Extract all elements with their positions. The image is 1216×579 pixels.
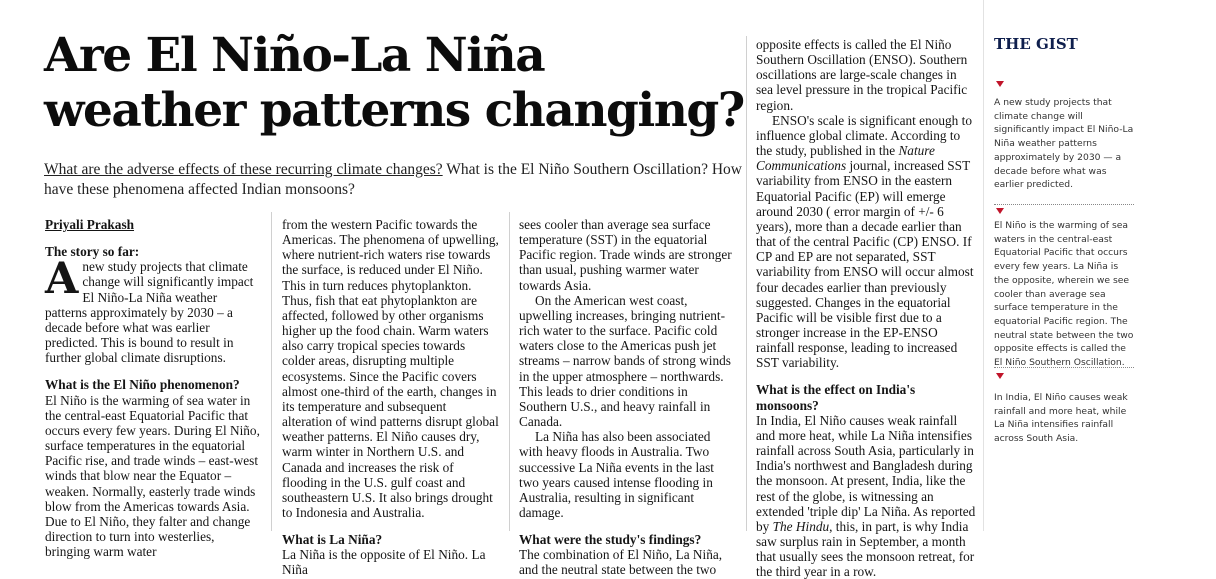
text-run: ENSO's scale is significant enough to influence global climate. According to the study, published in the bbox=[756, 112, 972, 159]
section-heading: The story so far: bbox=[45, 244, 140, 260]
sidebar-divider bbox=[983, 0, 984, 531]
column-divider bbox=[746, 36, 747, 531]
paragraph: sees cooler than average sea surface temperature (SST) in the equatorial Pacific region. Trade winds are stronger than usual, pushing warmer water towards Asia. bbox=[519, 217, 732, 293]
paragraph bbox=[756, 413, 976, 579]
gist-item: El Niño is the warming of sea waters in the central-east Equatorial Pacific that occurs every few years. La Niña is the opposite, wherein we see cooler than average sea surface temperature in the equatorial Pacific region. The neutral state between the two opposite effects is called the El Niño Southern Oscillation. bbox=[994, 220, 1134, 369]
triangle-down-icon bbox=[996, 208, 1004, 214]
triangle-down-icon bbox=[996, 81, 1004, 87]
paragraph: opposite effects is called the El Niño Southern Oscillation (ENSO). Southern oscillations are large-scale changes in sea level pressure in the tropical Pacific region. bbox=[756, 37, 968, 113]
text-run: In India, El Niño causes weak rainfall and more heat, while La Niña intensifies rainfall across South Asia, particularly in India's northwest and Bangladesh during the monsoon. At present, India, like the rest of the globe, is witnessing an extended 'triple dip' La Niña. As reported by bbox=[756, 412, 976, 534]
deck-question-link[interactable]: What are the adverse effects of these recurring climate changes? bbox=[44, 161, 443, 178]
article-column-4 bbox=[756, 37, 976, 579]
paragraph bbox=[756, 113, 976, 371]
deck bbox=[44, 160, 744, 200]
gist-item: A new study projects that climate change will significantly impact El Niño-La Niña weather patterns approximately by 2030 — a decade before what was earlier predicted. bbox=[994, 97, 1134, 191]
drop-cap: A bbox=[45, 254, 79, 305]
article-column-1 bbox=[45, 217, 262, 559]
spacer bbox=[756, 370, 976, 382]
lead-text: new study projects that climate change will significantly impact El Niño-La Niña weather patterns approximately by 2030 – a decade before what was earlier predicted. This is bound to result in further global climate disruptions. bbox=[45, 259, 254, 366]
paragraph: The combination of El Niño, La Niña, and the neutral state between the two bbox=[519, 547, 723, 578]
column-divider bbox=[509, 212, 510, 531]
spacer bbox=[45, 365, 262, 377]
section-heading: What is the effect on India's monsoons? bbox=[756, 382, 916, 413]
article-column-3 bbox=[519, 217, 736, 578]
column-divider bbox=[271, 212, 272, 531]
headline: Are El Niño-La Niña weather patterns changing? bbox=[44, 28, 744, 138]
section-heading: What is La Niña? bbox=[282, 532, 383, 548]
paragraph: El Niño is the warming of sea water in the central-east Equatorial Pacific that occurs every few years. During El Niño, surface temperatures in the equatorial Pacific rise, and trade winds – east-west winds that blow near the Equator – weaken. Normally, easterly trade winds blow from the Americas towards Asia. Due to El Niño, they falter and change direction to turn into westerlies, bringing warm water bbox=[45, 392, 260, 560]
article-column-2 bbox=[282, 217, 499, 578]
paragraph: La Niña is the opposite of El Niño. La Niña bbox=[282, 547, 486, 578]
byline[interactable]: Priyali Prakash bbox=[45, 217, 135, 232]
spacer bbox=[519, 520, 736, 532]
paragraph: from the western Pacific towards the Americas. The phenomena of upwelling, where nutrient-rich waters rise towards the surface, is reduced under El Niño. This in turn reduces phytoplankton. Thus, fish that eat phytoplankton are affected, followed by other organisms higher up the food chain. Warm waters also carry tropical species towards colder areas, disrupting multiple ecosystems. Since the Pacific covers almost one-third of the earth, changes in its temperature and subsequent alteration of wind patterns disrupt global weather patterns. El Niño causes dry, warm winter in Northern U.S. and Canada and increases the risk of flooding in the U.S. gulf coast and southeastern U.S. It also brings drought to Indonesia and Australia. bbox=[282, 217, 499, 520]
paragraph: La Niña has also been associated with heavy floods in Australia. Two successive La Niña events in the last two years caused intense flooding in Australia, resulting in significant damage. bbox=[519, 429, 714, 520]
triangle-down-icon bbox=[996, 373, 1004, 379]
gist-title: THE GIST bbox=[994, 35, 1078, 53]
paragraph: On the American west coast, upwelling increases, bringing nutrient-rich water to the surface. Pacific cold waters close to the Americas push jet streams – narrow bands of strong winds in the upper atmosphere – northwards. This leads to drier conditions in Southern U.S., and heavy rainfall in Canada. bbox=[519, 292, 731, 430]
lead-paragraph bbox=[45, 254, 262, 366]
text-run: , this, in part, is why India saw surplus rain in September, a month that usually sees the monsoon retreat, for the third year in a row. bbox=[756, 518, 975, 579]
spacer bbox=[45, 232, 262, 244]
deck-rest: What is the El Niño Southern Oscillation? How have these phenomena affected Indian monsoons? bbox=[44, 161, 742, 198]
text-run: journal, increased SST variability from ENSO in the eastern Equatorial Pacific (EP) will emerge around 2030 ( error margin of +/- 6 years), more than a decade earlier than that of the central Pacific (CP) ENSO. If CP and EP are not separated, SST variability from ENSO will occur almost four decades earlier than previously suggested. Changes in the equatorial Pacific will be visible first due to a stronger increase in the EP-ENSO rainfall response, leading to increased SST variability. bbox=[756, 158, 974, 371]
gist-separator bbox=[994, 367, 1134, 368]
spacer bbox=[282, 520, 499, 532]
journal-name: Nature Communications bbox=[756, 143, 935, 174]
publication-name: The Hindu bbox=[772, 518, 830, 534]
gist-sidebar bbox=[985, 30, 1135, 531]
section-heading: What is the El Niño phenomenon? bbox=[45, 377, 240, 393]
gist-item: In India, El Niño causes weak rainfall and more heat, while La Niña intensifies rainfall across South Asia. bbox=[994, 392, 1128, 445]
section-heading: What were the study's findings? bbox=[519, 532, 702, 548]
gist-separator bbox=[994, 204, 1134, 205]
